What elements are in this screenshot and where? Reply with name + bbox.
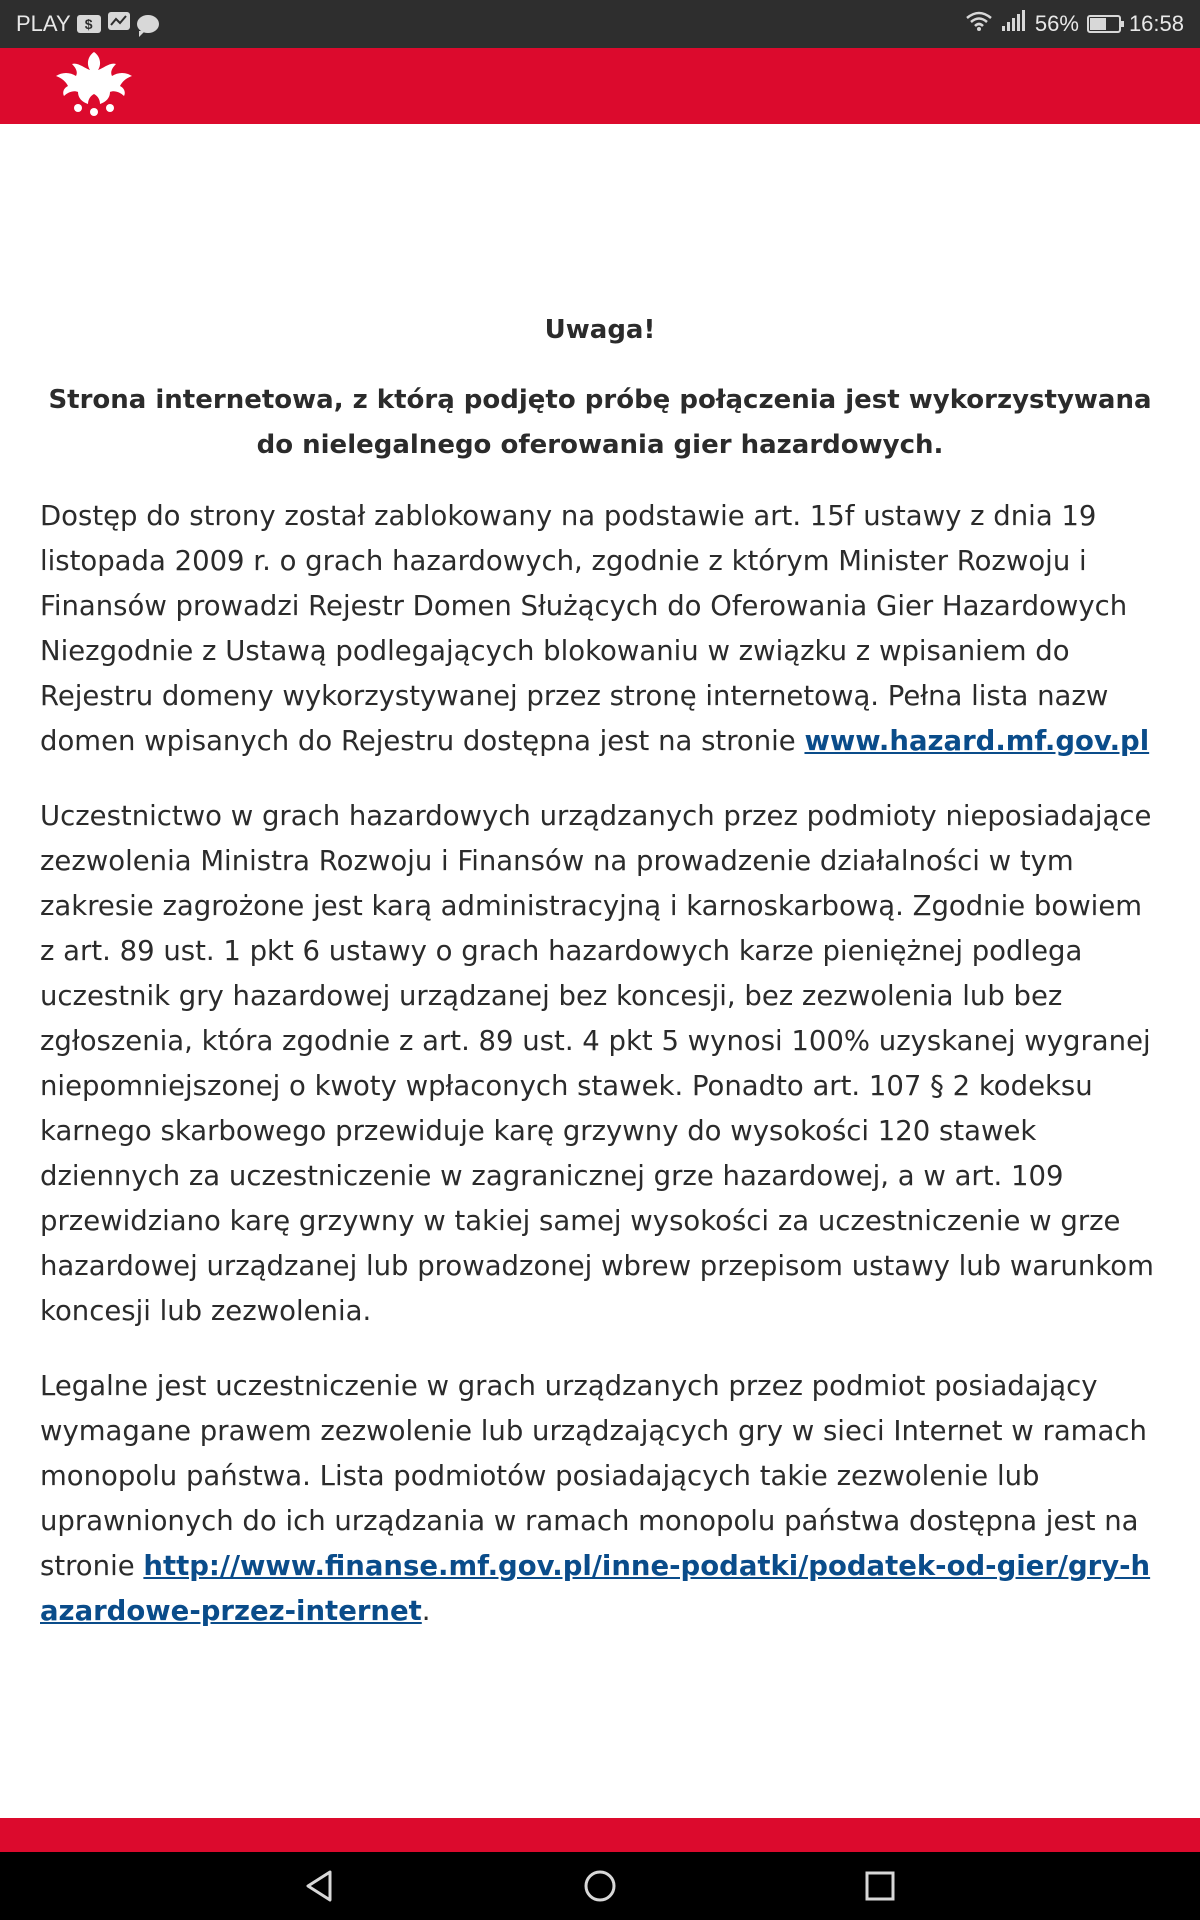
- licensed-operators-link[interactable]: http://www.finanse.mf.gov.pl/inne-podatki/podatek-od-gier/gry-hazardowe-przez-internet: [40, 1550, 1151, 1627]
- hazard-register-link[interactable]: www.hazard.mf.gov.pl: [804, 725, 1150, 757]
- status-bar: [0, 0, 1200, 48]
- paragraph-legal-basis: [40, 494, 1160, 764]
- status-right: [965, 0, 1184, 48]
- home-icon[interactable]: [580, 1866, 620, 1906]
- battery-icon: [1087, 15, 1121, 33]
- activity-icon: [107, 11, 131, 37]
- paragraph-legal-operators: [40, 1364, 1160, 1634]
- eagle-emblem-icon: [48, 48, 140, 122]
- notice-title: Uwaga!: [544, 315, 656, 345]
- wifi-icon: [965, 10, 993, 38]
- sim-card-icon: $: [77, 15, 101, 33]
- paragraph-legal-basis-text: Dostęp do strony został zablokowany na podstawie art. 15f ustawy z dnia 19 listopada 2009 r. o grach hazardowych, zgodnie z którym Minister Rozwoju i Finansów prowadzi Rejestr Domen Służących do Oferowania Gier Hazardowych Niezgodnie z Ustawą podlegających blokowaniu w związku z wpisaniem do Rejestru domeny wykorzystywanej przez stronę internetową. Pełna lista nazw domen wpisanych do Rejestru dostępna jest na stronie: [40, 500, 1128, 757]
- header-band: [0, 48, 1200, 124]
- carrier-label: PLAY: [16, 11, 71, 36]
- back-icon[interactable]: [300, 1866, 340, 1906]
- battery-percent: 56%: [1034, 11, 1079, 36]
- status-left: [16, 0, 159, 48]
- footer-band: [0, 1818, 1200, 1852]
- navigation-bar: [0, 1852, 1200, 1920]
- signal-icon: [1001, 10, 1027, 38]
- paragraph-legal-operators-text: Legalne jest uczestniczenie w grach urządzanych przez podmiot posiadający wymagane prawem zezwolenie lub urządzających gry w sieci Internet w ramach monopolu państwa. Lista podmiotów posiadających takie zezwolenie lub uprawnionych do ich urządzania w ramach monopolu państwa dostępna jest na stronie: [40, 1370, 1147, 1582]
- notice-content: [40, 310, 1160, 1664]
- paragraph-penalties: Uczestnictwo w grach hazardowych urządzanych przez podmioty nieposiadające zezwolenia Ministra Rozwoju i Finansów na prowadzenie działalności w tym zakresie zagrożone jest karą administracyjną i karnoskarbową. Zgodnie bowiem z art. 89 ust. 1 pkt 6 ustawy o grach hazardowych karze pieniężnej podlega uczestnik gry hazardowej urządzanej bez koncesji, bez zezwolenia lub bez zgłoszenia, która zgodnie z art. 89 ust. 4 pkt 5 wynosi 100% uzyskanej wygranej niepomniejszonej o kwoty wpłaconych stawek. Ponadto art. 107 § 2 kodeksu karnego skarbowego przewiduje karę grzywny do wysokości 120 stawek dziennych za uczestniczenie w zagranicznej grze hazardowej, a w art. 109 przewidziano karę grzywny w takiej samej wysokości za uczestniczenie w grze hazardowej urządzanej lub prowadzonej wbrew przepisom ustawy lub warunkom koncesji lub zezwolenia.: [40, 800, 1154, 1327]
- message-bubble-icon: [137, 15, 159, 33]
- paragraph-end-period: .: [421, 1595, 431, 1627]
- clock: 16:58: [1128, 11, 1184, 36]
- battery-fill: [1090, 18, 1106, 30]
- recents-icon[interactable]: [860, 1866, 900, 1906]
- notice-warning: Strona internetowa, z którą podjęto próbę połączenia jest wykorzystywana do nielegalnego oferowania gier hazardowych.: [48, 385, 1152, 460]
